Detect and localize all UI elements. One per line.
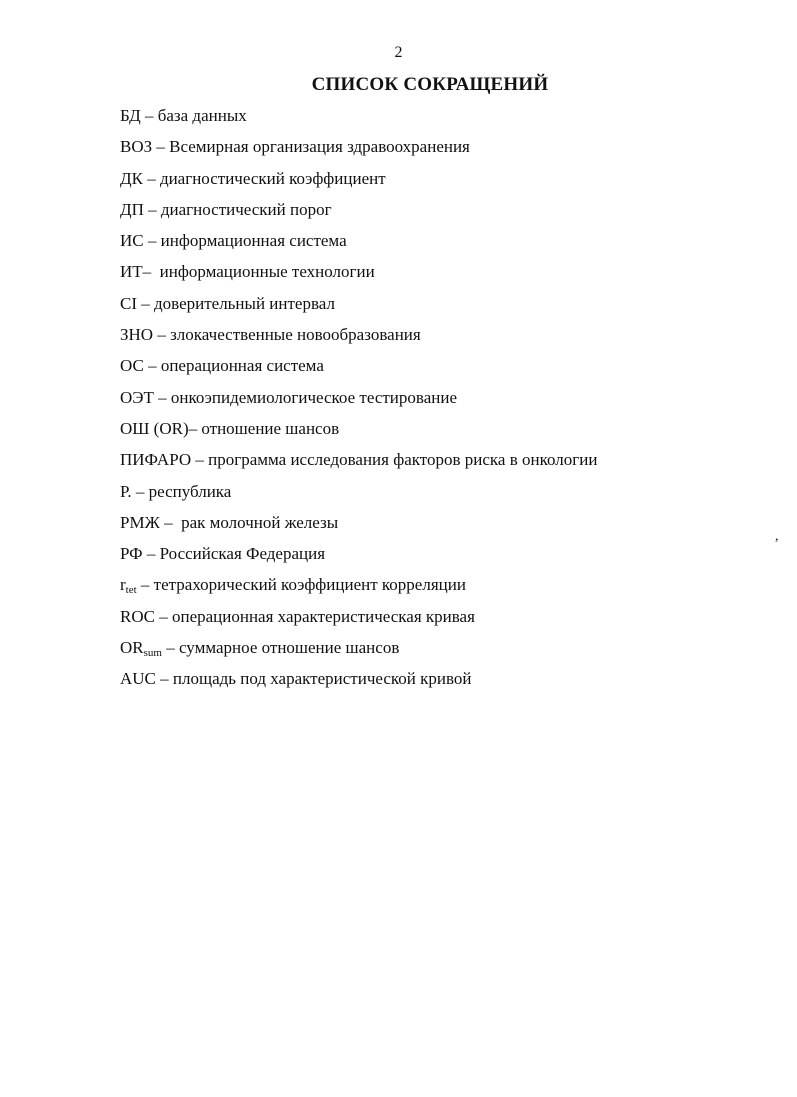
abbreviation-definition: Всемирная организация здравоохранения — [169, 137, 470, 157]
abbreviation-term: ПИФАРО — [120, 450, 192, 470]
abbreviation-definition: информационная система — [160, 231, 347, 251]
abbreviation-definition: диагностический коэффициент — [159, 168, 386, 188]
abbreviation-separator: – — [152, 137, 170, 157]
abbreviation-separator: – — [154, 606, 172, 626]
abbreviation-separator: – — [143, 231, 161, 251]
abbreviation-item — [120, 573, 760, 604]
abbreviation-item — [120, 605, 760, 636]
page-title: СПИСОК СОКРАЩЕНИЙ — [311, 74, 549, 95]
abbreviation-term: ДК — [120, 168, 143, 188]
abbreviation-item — [120, 260, 760, 291]
abbreviation-item — [120, 198, 760, 229]
abbreviation-item — [120, 511, 760, 542]
abbreviation-item — [120, 448, 760, 479]
abbreviation-definition: Российская Федерация — [159, 544, 326, 564]
abbreviation-term: $r_{tet}$ — [120, 575, 137, 597]
abbreviation-item — [120, 229, 760, 260]
abbreviation-term: ВОЗ — [120, 137, 153, 157]
abbreviation-definition: площадь под характеристической кривой — [172, 669, 472, 689]
abbreviation-separator: – — [188, 418, 202, 438]
stray-mark: , — [775, 529, 779, 544]
abbreviation-item — [120, 636, 760, 667]
abbreviation-separator: – — [191, 450, 209, 470]
abbreviation-item — [120, 167, 760, 198]
abbreviation-item — [120, 323, 760, 354]
abbreviation-term: РМЖ — [120, 512, 160, 532]
abbreviation-item — [120, 135, 760, 166]
abbreviation-definition: республика — [148, 481, 232, 501]
abbreviation-definition: тетрахорический коэффициент корреляции — [153, 575, 466, 595]
abbreviation-item — [120, 386, 760, 417]
abbreviation-definition: рак молочной железы — [181, 512, 339, 532]
abbreviation-separator: – — [143, 199, 161, 219]
abbreviation-definition: программа исследования факторов риска в онкологии — [208, 450, 598, 470]
abbreviation-item — [120, 292, 760, 323]
abbreviation-separator: – — [142, 168, 160, 188]
abbreviation-term: РФ — [120, 544, 143, 564]
abbreviation-separator: – — [140, 106, 158, 125]
abbreviation-separator: – — [153, 387, 171, 407]
abbreviation-term: БД — [120, 106, 141, 125]
abbreviation-separator: – — [159, 512, 182, 532]
abbreviation-term: Р. — [120, 481, 132, 501]
abbreviation-definition: операционная характеристическая кривая — [171, 606, 475, 626]
abbreviation-definition: операционная система — [160, 356, 324, 376]
abbreviation-separator: – — [131, 481, 149, 501]
page-number: 2 — [394, 44, 403, 61]
abbreviation-separator: – — [142, 262, 160, 282]
abbreviation-item — [120, 542, 760, 573]
abbreviation-term: ОШ (OR) — [120, 418, 189, 438]
abbreviation-definition: база данных — [157, 106, 247, 125]
abbreviation-term: CI — [120, 293, 137, 313]
abbreviation-term: ОС — [120, 356, 144, 376]
abbreviation-separator: – — [143, 356, 161, 376]
abbreviation-definition: отношение шансов — [201, 418, 340, 438]
abbreviation-definition: онкоэпидемиологическое тестирование — [170, 387, 457, 407]
abbreviation-definition: диагностический порог — [160, 199, 332, 219]
abbreviation-term: ОЭТ — [120, 387, 154, 407]
abbreviation-definition: суммарное отношение шансов — [178, 638, 400, 658]
abbreviation-separator: – — [136, 575, 154, 595]
abbreviation-item — [120, 104, 760, 135]
abbreviation-term: ДП — [120, 199, 144, 219]
abbreviation-separator: – — [155, 669, 173, 689]
abbreviation-term: ИТ — [120, 262, 143, 282]
abbreviation-item — [120, 480, 760, 511]
abbreviation-item — [120, 667, 760, 698]
abbreviation-term: AUC — [120, 669, 156, 689]
abbreviation-separator: – — [137, 293, 154, 313]
abbreviation-definition: злокачественные новообразования — [170, 325, 421, 345]
abbreviation-definition: информационные технологии — [159, 262, 375, 282]
abbreviation-separator: – — [161, 638, 179, 658]
abbreviation-term: ЗНО — [120, 325, 154, 345]
abbreviation-list — [120, 104, 760, 699]
abbreviation-term: ИС — [120, 231, 144, 251]
abbreviation-item — [120, 354, 760, 385]
abbreviation-separator: – — [153, 325, 171, 345]
abbreviation-definition: доверительный интервал — [154, 293, 335, 313]
abbreviation-item — [120, 417, 760, 448]
abbreviation-term: $OR_{sum}$ — [120, 638, 162, 660]
abbreviation-separator: – — [142, 544, 160, 564]
abbreviation-term: ROC — [120, 606, 155, 626]
